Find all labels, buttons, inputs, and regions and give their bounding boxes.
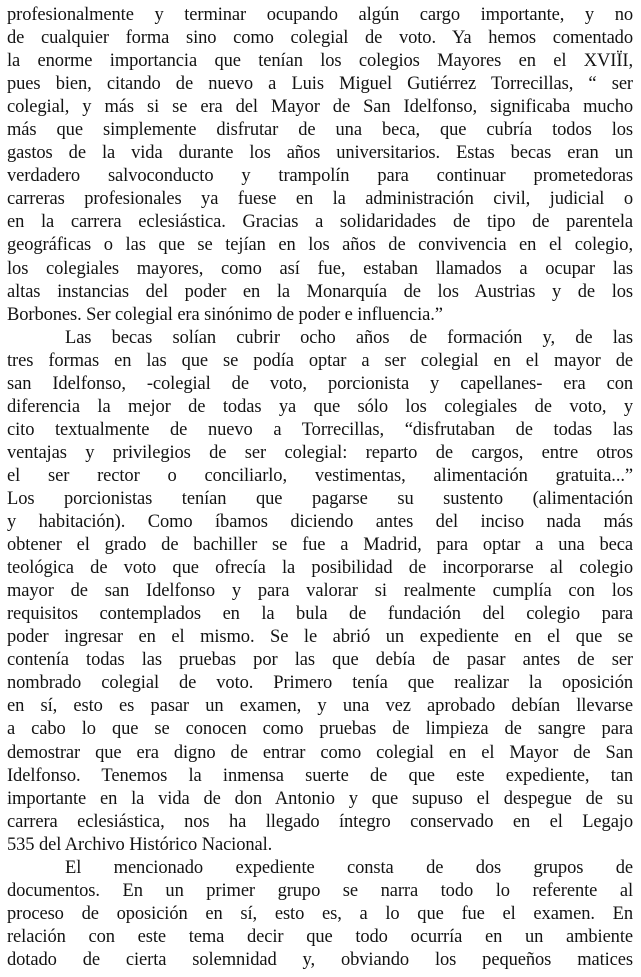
text-line: los colegiales mayores, como así fue, estaban llamados a ocupar las [7,258,633,279]
text-line: Los porcionistas tenían que pagarse su sustento (alimentación [7,488,633,509]
text-line: proceso de oposición en sí, esto es, a lo que fue el examen. En [7,903,633,924]
text-line: ventajas y privilegios de ser colegial: reparto de cargos, entre otros [7,442,633,463]
paragraph [7,4,633,327]
text-line: demostrar que era digno de entrar como colegial en el Mayor de San [7,742,633,763]
text-line: profesionalmente y terminar ocupando algún cargo importante, y no [7,5,633,25]
text-line: teológica de voto que ofrecía la posibilidad de incorporarse al colegio [7,558,633,579]
text-line: carrera eclesiástica, nos ha llegado íntegro conservado en el Legajo [7,811,633,832]
text-line: cito textualmente de nuevo a Torrecillas, “disfrutaban de todas las [7,419,633,440]
text-line: relación con este tema decir que todo ocurría en un ambiente [7,926,633,947]
text-line: tres formas en las que se podía optar a ser colegial en el mayor de [7,350,633,371]
text-line: geográficas o las que se tejían en los años de convivencia en el colegio, [7,235,633,256]
text-line: nombrado colegial de voto. Primero tenía que realizar la oposición [7,673,633,694]
text-line: la enorme importancia que tenían los colegios Mayores en el XVIÏI, [7,51,633,72]
text-line: Idelfonso. Tenemos la inmensa suerte de que este expediente, tan [7,765,633,786]
text-line: dotado de cierta solemnidad y, obviando los pequeños matices [7,949,633,970]
text-line: de cualquier forma sino como colegial de voto. Ya hemos comentado [7,28,633,49]
text-line: documentos. En un primer grupo se narra todo lo referente al [7,880,633,901]
text-line: diferencia la mejor de todas ya que sólo los colegiales de voto, y [7,396,633,417]
text-line: a cabo lo que se conocen como pruebas de limpieza de sangre para [7,719,633,740]
text-line: importante en la vida de don Antonio y que supuso el despegue de su [7,788,633,809]
text-line: en la carrera eclesiástica. Gracias a solidaridades de tipo de parentela [7,212,633,233]
paragraph [7,857,633,972]
text-line: pues bien, citando de nuevo a Luis Miguel Gutiérrez Torrecillas, “ ser [7,74,633,95]
text-line: el ser rector o conciliarlo, vestimentas, alimentación gratuita...” [7,465,633,486]
text-line: y habitación). Como íbamos diciendo antes del inciso nada más [7,512,633,533]
text-line: altas instancias del poder en la Monarquía de los Austrias y de los [7,281,633,302]
text-line: Borbones. Ser colegial era sinónimo de poder e influencia.” [7,304,443,325]
text-line: poder ingresar en el mismo. Se le abrió un expediente en el que se [7,627,633,648]
text-line: mayor de san Idelfonso y para valorar si realmente cumplía con los [7,581,633,602]
text-line: obtener el grado de bachiller se fue a Madrid, para optar a una beca [7,535,633,556]
paragraph [7,327,633,857]
text-line: contenía todas las pruebas por las que debía de pasar antes de ser [7,650,633,671]
text-line: Las becas solían cubrir ocho años de formación y, de las [65,327,633,348]
text-line: gastos de la vida durante los años universitarios. Estas becas eran un [7,143,633,164]
text-line: requisitos contemplados en la bula de fundación del colegio para [7,604,633,625]
text-line: san Idelfonso, -colegial de voto, porcionista y capellanes- era con [7,373,633,394]
text-line: colegial, y más si se era del Mayor de San Idelfonso, significaba mucho [7,97,633,118]
text-line: más que simplemente disfrutar de una beca, que cubría todos los [7,120,633,141]
text-line: en sí, esto es pasar un examen, y una vez aprobado debían llevarse [7,696,633,717]
text-line: El mencionado expediente consta de dos grupos de [65,857,633,878]
text-line: verdadero salvoconducto y trampolín para continuar prometedoras [7,166,633,187]
text-line: 535 del Archivo Histórico Nacional. [7,834,273,855]
text-line: carreras profesionales ya fuese en la administración civil, judicial o [7,189,633,210]
